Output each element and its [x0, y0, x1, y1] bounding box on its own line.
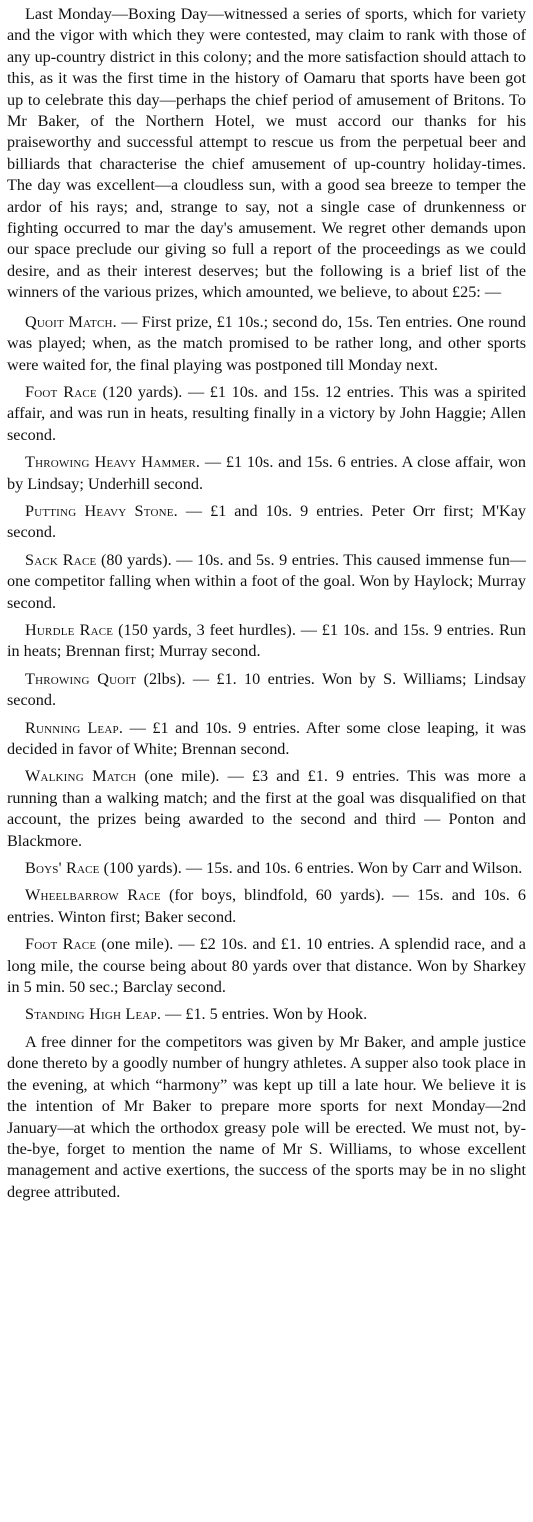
event-standing-high-leap [7, 1004, 526, 1025]
event-throwing-heavy-hammer [7, 452, 526, 495]
event-details: — £1. 5 entries. Won by Hook. [161, 1005, 368, 1024]
event-title: Throwing Heavy Hammer. [25, 453, 201, 472]
event-details: (100 yards). — 15s. and 10s. 6 entries. Won by Carr and Wilson. [99, 859, 523, 878]
event-throwing-quoit [7, 669, 526, 712]
event-hurdle-race [7, 620, 526, 663]
event-details: (2lbs). — £1. 10 entries. Won by S. Williams; Lindsay second. [7, 669, 527, 710]
event-details: (120 yards). — £1 10s. and 15s. 12 entries. This was a spirited affair, and was run in heats, resulting finally in a victory by John Haggie; Allen second. [7, 382, 526, 444]
event-title: Foot Race [25, 382, 97, 401]
event-foot-race-one-mile [7, 934, 526, 998]
event-title: Sack Race [25, 550, 97, 569]
event-title: Boys' Race [25, 859, 100, 878]
intro-paragraph: Last Monday—Boxing Day—witnessed a series of sports, which for variety and the vigor with which they were contested, may claim to rank with those of any up-country district in this colony; and the more satisfaction should attach to this, as it was the first time in the history of Oamaru that sports have been got up to celebrate this day—perhaps the chief period of amusement of Britons. To Mr Baker, of the Northern Hotel, we must accord our thanks for his praiseworthy and successful attempt to rescue us from the perpetual beer and billiards that characterise the chief amusement of up-country holiday-times. The day was excellent—a cloudless sun, with a good sea breeze to temper the ardor of his rays; and, strange to say, not a single case of drunkenness or fighting occurred to mar the day's amusement. We regret other demands upon our space preclude our giving so full a report of the proceedings as we could desire, and as their interest deserves; but the following is a brief list of the winners of the various prizes, which amounted, we believe, to about £25: — [7, 5, 526, 302]
event-details: (one mile). — £2 10s. and £1. 10 entries. A splendid race, and a long mile, the course being about 80 yards over that distance. Won by Sharkey in 5 min. 50 sec.; Barclay second. [7, 935, 526, 997]
event-details: (150 yards, 3 feet hurdles). — £1 10s. and 15s. 9 entries. Run in heats; Brennan first; Murray second. [7, 620, 526, 661]
event-title: Foot Race [25, 935, 97, 954]
event-details: (80 yards). — 10s. and 5s. 9 entries. This caused immense fun—one competitor falling when within a foot of the goal. Won by Haylock; Murray second. [7, 550, 526, 612]
event-details: — £1 and 10s. 9 entries. Peter Orr first; M'Kay second. [7, 501, 526, 542]
event-putting-heavy-stone [7, 501, 526, 544]
event-running-leap [7, 718, 526, 761]
event-title: Standing High Leap. [25, 1005, 162, 1024]
event-details: — £1 10s. and 15s. 6 entries. A close affair, won by Lindsay; Underhill second. [7, 453, 526, 493]
event-sack-race [7, 550, 526, 614]
event-details: (one mile). — £3 and £1. 9 entries. This was more a running than a walking match; and the first at the goal was disqualified on that account, the prizes being awarded to the second and third — Ponton and Blackmore. [7, 767, 526, 850]
closing-paragraph: A free dinner for the competitors was given by Mr Baker, and ample justice done thereto by a goodly number of hungry athletes. A supper also took place in the evening, at which “harmony” was kept up till a late hour. We believe it is the intention of Mr Baker to prepare more sports for next Monday—2nd January—at which the orthodox greasy pole will be erected. We must not, by-the-bye, forget to mention the name of Mr S. Williams, to whose excellent management and active exertions, the success of the sports may be in no slight degree attributed. [7, 1032, 526, 1201]
event-title: Quoit Match. [25, 312, 117, 331]
event-boys-race [7, 858, 526, 879]
event-foot-race-120-yards [7, 382, 526, 446]
event-title: Throwing Quoit [25, 669, 137, 688]
event-title: Wheelbarrow Race [25, 886, 161, 905]
event-title: Putting Heavy Stone. [25, 501, 178, 520]
event-title: Running Leap. [25, 718, 124, 737]
event-details: — First prize, £1 10s.; second do, 15s. Ten entries. One round was played; when, as the match promised to be rather long, and other sports were waited for, the final playing was postponed till Monday next. [7, 312, 526, 374]
event-quoit-match [7, 312, 526, 376]
event-walking-match [7, 766, 526, 852]
event-wheelbarrow-race [7, 885, 526, 928]
event-title: Hurdle Race [25, 620, 114, 639]
event-title: Walking Match [25, 767, 137, 786]
event-details: (for boys, blindfold, 60 yards). — 15s. and 10s. 6 entries. Winton first; Baker second. [7, 886, 526, 926]
event-details: — £1 and 10s. 9 entries. After some close leaping, it was decided in favor of White; Brennan second. [7, 718, 526, 758]
